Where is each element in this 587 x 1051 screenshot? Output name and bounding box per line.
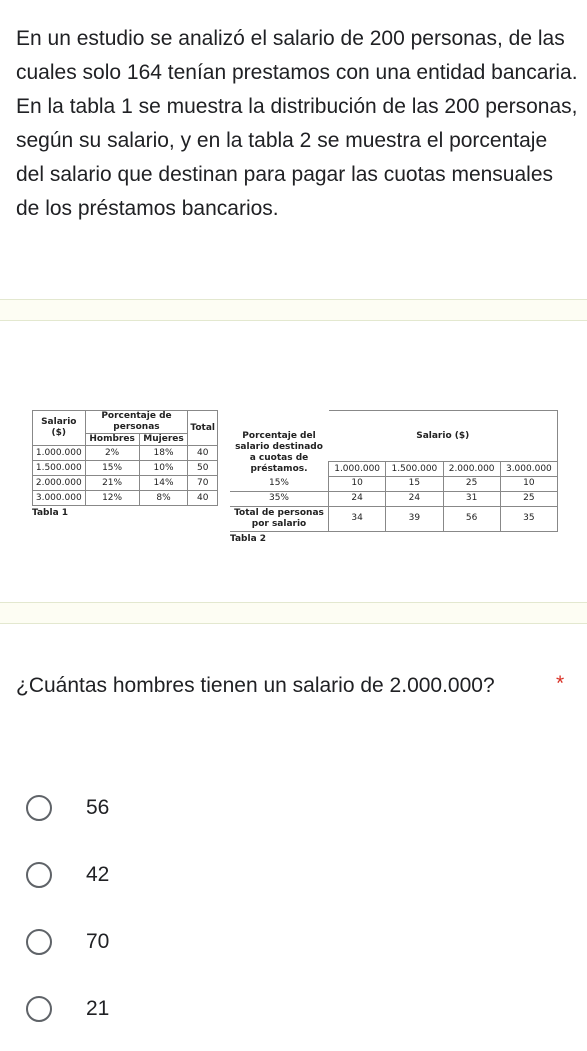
intro-paragraph: En un estudio se analizó el salario de 200 personas, de las cuales solo 164 tenían prestamos con una entidad bancaria. En la tabla 1 se muestra la distribución de las 200 personas, según su salario, y en la tabla 2 se muestra el porcentaje del salario que destinan para pagar las cuotas mensuales de los préstamos bancarios. <box>16 27 578 220</box>
t1-header-total: Total <box>188 411 218 446</box>
table-2-caption: Tabla 2 <box>230 533 267 544</box>
t1-cell-salario: 1.500.000 <box>33 461 86 476</box>
t1-cell-hombres: 12% <box>85 491 139 506</box>
t2-cell: 25 <box>443 477 500 492</box>
t2-header-salario: Salario ($) <box>329 411 558 462</box>
t2-cell: 39 <box>386 506 443 531</box>
radio-button[interactable] <box>26 795 52 821</box>
table-row <box>33 491 218 506</box>
t1-header-hombres: Hombres <box>85 434 139 446</box>
t2-header-porcentaje: Porcentaje del salario destinado a cuotas de préstamos. <box>235 430 323 474</box>
radio-button[interactable] <box>26 929 52 955</box>
t2-cell: 34 <box>329 506 386 531</box>
t2-cell: 56 <box>443 506 500 531</box>
option-label: 56 <box>86 796 110 819</box>
t1-cell-salario: 3.000.000 <box>33 491 86 506</box>
t1-header-porcentaje: Porcentaje de personas <box>85 411 188 434</box>
t2-cell: 15 <box>386 477 443 492</box>
t1-cell-mujeres: 10% <box>139 461 188 476</box>
t1-cell-salario: 2.000.000 <box>33 476 86 491</box>
option-56[interactable] <box>20 784 320 832</box>
t1-cell-mujeres: 8% <box>139 491 188 506</box>
table-1-caption: Tabla 1 <box>32 508 69 518</box>
t1-cell-hombres: 15% <box>85 461 139 476</box>
option-label: 21 <box>86 997 110 1020</box>
t1-cell-mujeres: 14% <box>139 476 188 491</box>
t2-header-col: 3.000.000 <box>500 462 557 477</box>
t2-row-label: Total de personas por salario <box>230 506 329 531</box>
t1-cell-hombres: 21% <box>85 476 139 491</box>
table-1-block <box>32 410 218 518</box>
t1-cell-mujeres: 18% <box>139 446 188 461</box>
t1-header-mujeres: Mujeres <box>139 434 188 446</box>
option-42[interactable] <box>20 851 320 899</box>
t1-cell-total: 40 <box>188 446 218 461</box>
t2-row-label: 35% <box>230 491 329 506</box>
table-1 <box>32 410 218 506</box>
section-divider <box>0 299 587 321</box>
section-divider <box>0 602 587 624</box>
t1-cell-total: 40 <box>188 491 218 506</box>
option-label: 70 <box>86 930 110 953</box>
t2-row-label: 15% <box>230 477 329 492</box>
table-row <box>230 506 558 531</box>
table-row <box>33 446 218 461</box>
radio-button[interactable] <box>26 862 52 888</box>
t2-header-col: 1.000.000 <box>329 462 386 477</box>
required-marker: * <box>556 672 565 695</box>
t2-cell: 10 <box>500 477 557 492</box>
table-row <box>230 491 558 506</box>
t2-cell: 10 <box>329 477 386 492</box>
t2-header-col: 2.000.000 <box>443 462 500 477</box>
table-row <box>33 476 218 491</box>
table-2 <box>230 410 558 532</box>
t1-cell-hombres: 2% <box>85 446 139 461</box>
t1-header-salario: Salario ($) <box>33 411 86 446</box>
t2-cell: 24 <box>329 491 386 506</box>
table-2-block <box>230 410 558 544</box>
question-text: ¿Cuántas hombres tienen un salario de 2.000.000? <box>16 674 495 697</box>
t1-cell-total: 70 <box>188 476 218 491</box>
option-label: 42 <box>86 863 110 886</box>
table-row <box>230 477 558 492</box>
t2-cell: 35 <box>500 506 557 531</box>
t2-cell: 24 <box>386 491 443 506</box>
t2-cell: 25 <box>500 491 557 506</box>
option-21[interactable] <box>20 985 320 1033</box>
option-70[interactable] <box>20 918 320 966</box>
radio-button[interactable] <box>26 996 52 1022</box>
t2-cell: 31 <box>443 491 500 506</box>
table-row <box>33 461 218 476</box>
t1-cell-salario: 1.000.000 <box>33 446 86 461</box>
t1-cell-total: 50 <box>188 461 218 476</box>
t2-header-col: 1.500.000 <box>386 462 443 477</box>
